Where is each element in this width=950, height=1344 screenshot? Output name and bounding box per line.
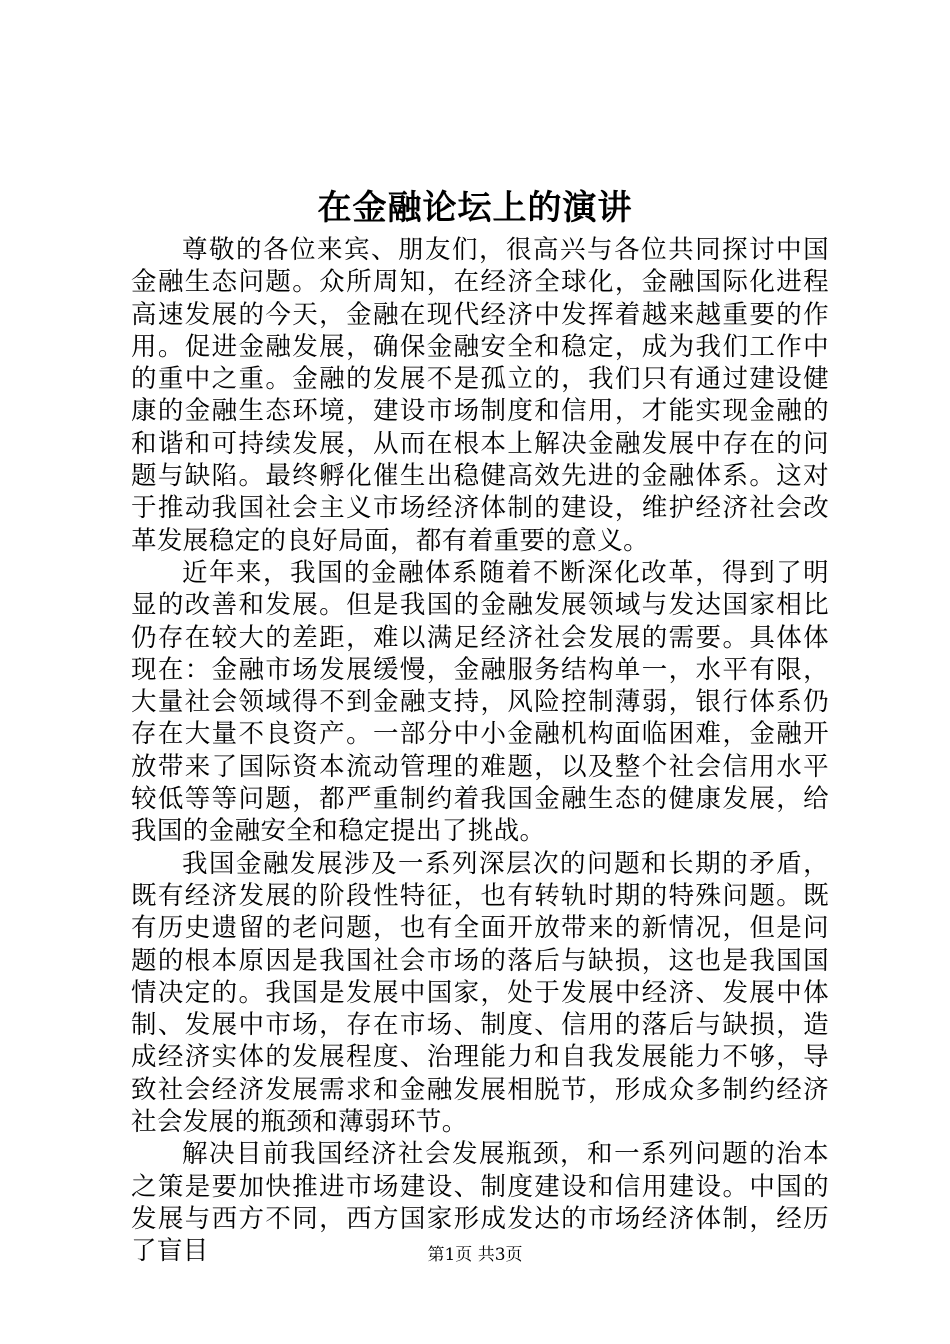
document-title: 在金融论坛上的演讲	[317, 188, 633, 228]
document-body	[131, 234, 829, 1268]
paragraph-1: 尊敬的各位来宾、朋友们，很高兴与各位共同探讨中国金融生态问题。众所周知，在经济全球化，金融国际化进程高速发展的今天，金融在现代经济中发挥着越来越重要的作用。促进金融发展，确保金融安全和稳定，成为我们工作中的重中之重。金融的发展不是孤立的，我们只有通过建设健康的金融生态环境，建设市场制度和信用，才能实现金融的和谐和可持续发展，从而在根本上解决金融发展中存在的问题与缺陷。最终孵化催生出稳健高效先进的金融体系。这对于推动我国社会主义市场经济体制的建设，维护经济社会改革发展稳定的良好局面，都有着重要的意义。	[131, 235, 829, 556]
paragraph-2: 近年来，我国的金融体系随着不断深化改革，得到了明显的改善和发展。但是我国的金融发展领域与发达国家相比仍存在较大的差距，难以满足经济社会发展的需要。具体体现在：金融市场发展缓慢，金融服务结构单一，水平有限，大量社会领域得不到金融支持，风险控制薄弱，银行体系仍存在大量不良资产。一部分中小金融机构面临困难，金融开放带来了国际资本流动管理的难题，以及整个社会信用水平较低等等问题，都严重制约着我国金融生态的健康发展，给我国的金融安全和稳定提出了挑战。	[131, 557, 829, 847]
paragraph-4: 解决目前我国经济社会发展瓶颈，和一系列问题的治本之策是要加快推进市场建设、制度建设和信用建设。中国的发展与西方不同，西方国家形成发达的市场经济体制，经历了盲目	[131, 1139, 829, 1267]
page-number-footer: 第1页 共3页	[427, 1245, 523, 1265]
paragraph-3: 我国金融发展涉及一系列深层次的问题和长期的矛盾，既有经济发展的阶段性特征，也有转轨时期的特殊问题。既有历史遗留的老问题，也有全面开放带来的新情况，但是问题的根本原因是我国社会市场的落后与缺损，这也是我国国情决定的。我国是发展中国家，处于发展中经济、发展中体制、发展中市场，存在市场、制度、信用的落后与缺损，造成经济实体的发展程度、治理能力和自我发展能力不够，导致社会经济发展需求和金融发展相脱节，形成众多制约经济社会发展的瓶颈和薄弱环节。	[131, 848, 829, 1138]
